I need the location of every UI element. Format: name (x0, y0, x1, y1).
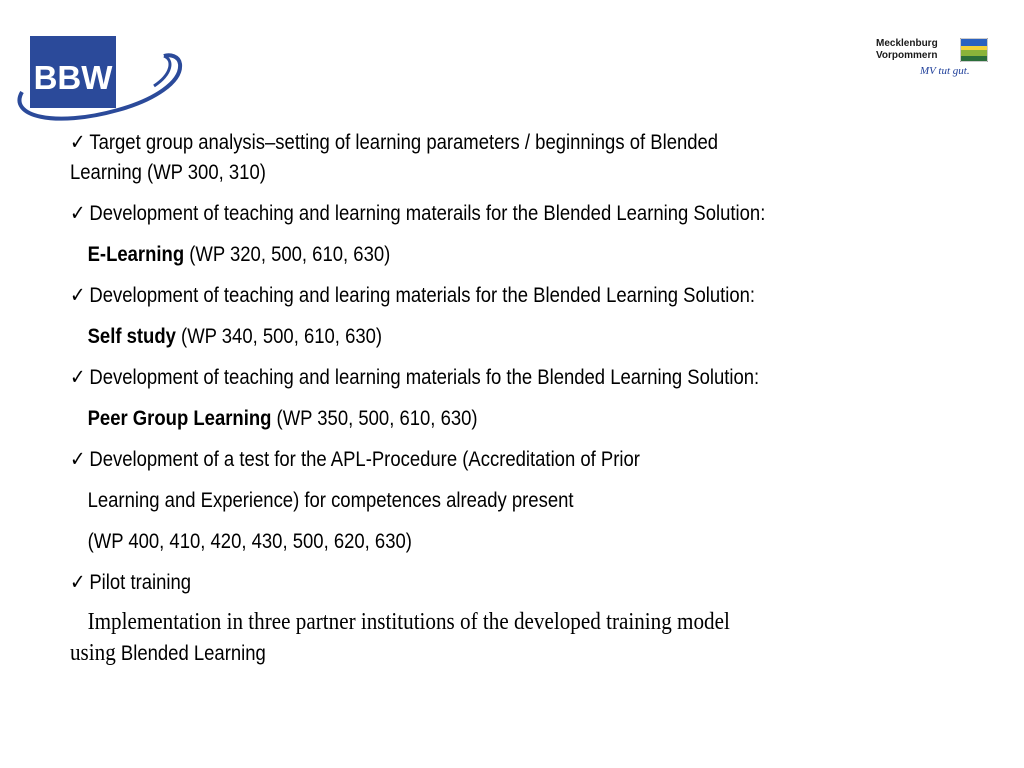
bullet-item (70, 281, 968, 352)
bullet-text: Learning (WP 300, 310) (70, 161, 266, 184)
bullet-text: Learning and Experience) for competences already present (87, 489, 574, 512)
slide-content (70, 128, 968, 680)
bullet-item (70, 363, 968, 434)
bullet-text: Pilot training (89, 571, 192, 594)
bullet-text: Blended Learning (115, 642, 266, 665)
bbw-logo-text: BBW (33, 59, 113, 96)
bullet-text: Development of teaching and learing materials for the Blended Learning Solution: (89, 284, 756, 307)
checkmark-icon: ✓ (70, 366, 86, 389)
bullet-text: Development of a test for the APL-Procedure (Accreditation of Prior (89, 448, 640, 471)
bullet-text: Development of teaching and learning materails for the Blended Learning Solution: (89, 202, 766, 225)
bullet-item (70, 445, 968, 557)
mv-slogan: MV tut gut. (920, 65, 970, 77)
checkmark-icon: ✓ (70, 131, 86, 154)
mv-flag-icon (960, 38, 988, 62)
bullet-text: (WP 350, 500, 610, 630) (271, 407, 478, 430)
checkmark-icon: ✓ (70, 571, 86, 594)
bullet-bold-term: Self study (87, 325, 176, 348)
checkmark-icon: ✓ (70, 202, 86, 225)
bullet-text: (WP 400, 410, 420, 430, 500, 620, 630) (87, 530, 412, 553)
bullet-item (70, 199, 968, 270)
bullet-text: (WP 320, 500, 610, 630) (184, 243, 391, 266)
bullet-bold-term: E-Learning (87, 243, 185, 266)
bullet-bold-term: Peer Group Learning (87, 407, 272, 430)
bullet-serif-text: using (70, 640, 116, 666)
bullet-item (70, 568, 968, 669)
mv-logo-name: Mecklenburg Vorpommern (876, 38, 938, 61)
bullet-text: Development of teaching and learning materials fo the Blended Learning Solution: (89, 366, 760, 389)
bullet-text: Target group analysis–setting of learning parameters / beginnings of Blended (89, 131, 719, 154)
bbw-logo (14, 30, 184, 130)
mecklenburg-vorpommern-logo (876, 36, 996, 86)
checkmark-icon: ✓ (70, 448, 86, 471)
bullet-text: (WP 340, 500, 610, 630) (175, 325, 383, 348)
bullet-serif-text: Implementation in three partner institutions of the developed training model (87, 609, 730, 635)
checkmark-icon: ✓ (70, 284, 86, 307)
bullet-item (70, 128, 968, 188)
